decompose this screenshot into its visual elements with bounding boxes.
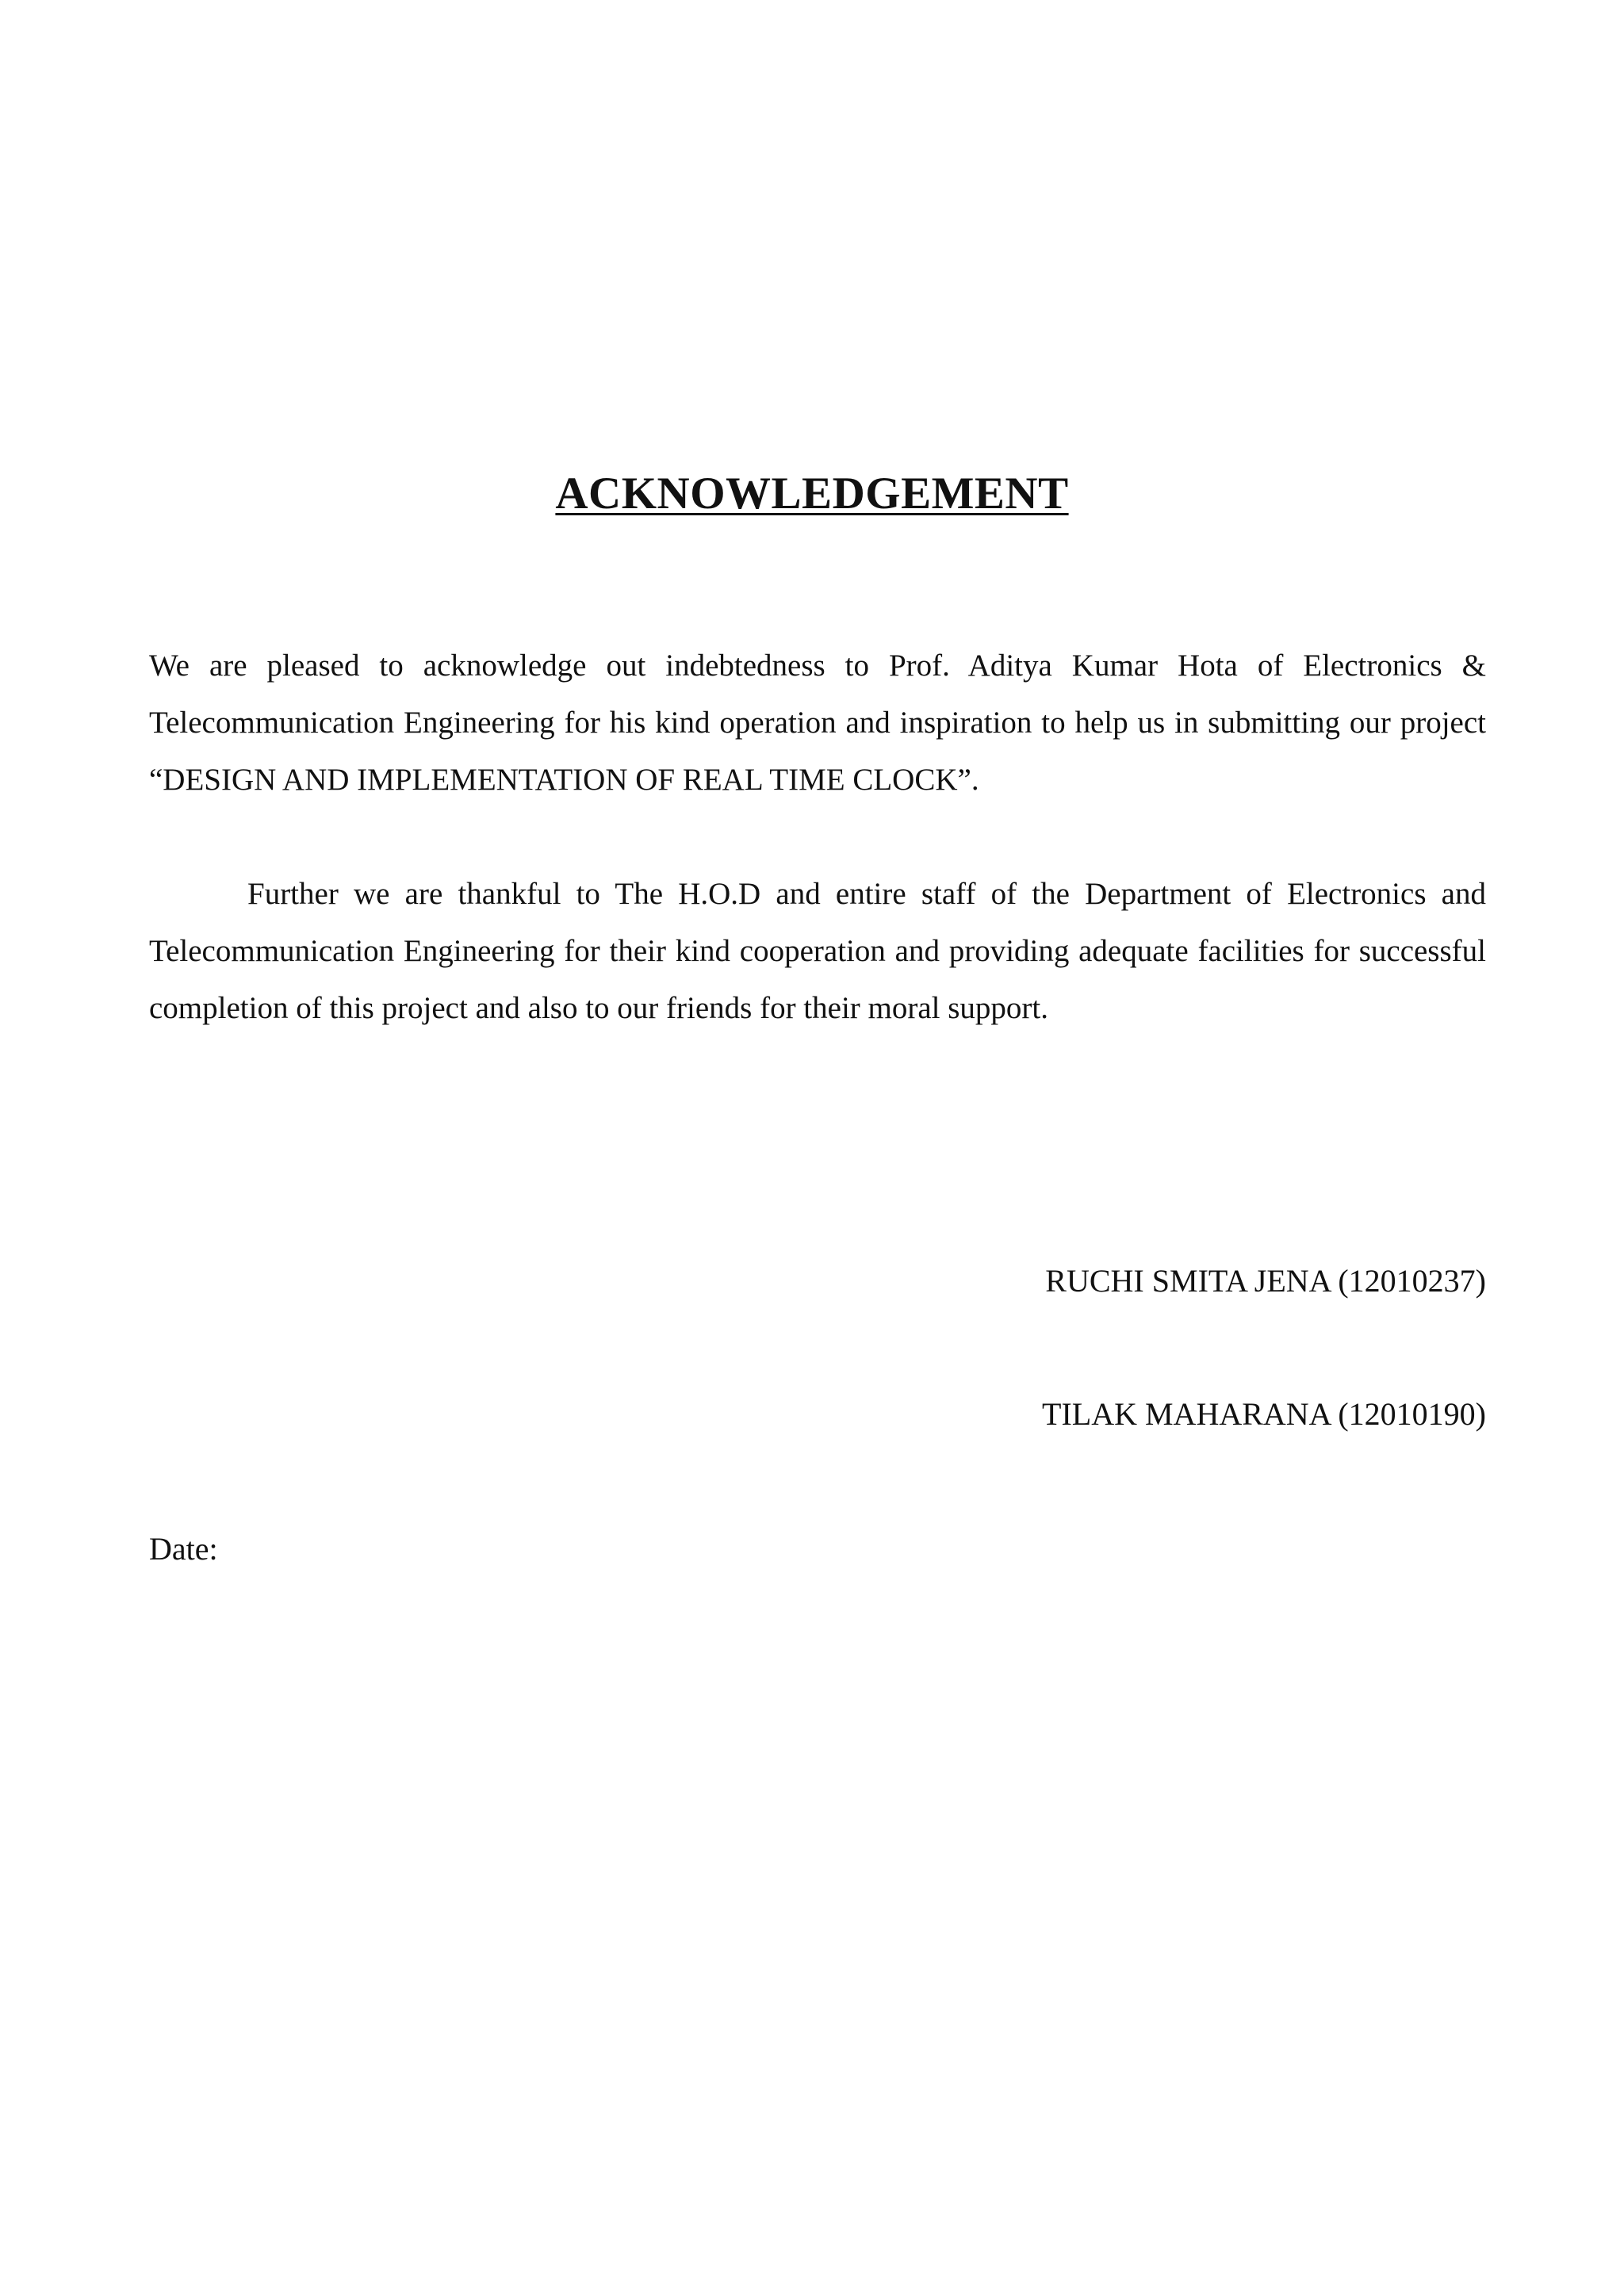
acknowledgement-paragraph-1: We are pleased to acknowledge out indebtedness to Prof. Aditya Kumar Hota of Electronics & Telecommunication Engineering for his kind operation and inspiration to help us in submitting our project “DESIGN AND IMPLEMENTATION OF REAL TIME CLOCK”. — [149, 649, 1486, 797]
page-title: ACKNOWLEDGEMENT — [555, 469, 1069, 519]
signatory-1: RUCHI SMITA JENA (12010237) — [1045, 1263, 1486, 1299]
acknowledgement-paragraph-2: Further we are thankful to The H.O.D and entire staff of the Department of Electronics and Telecommunication Engineering for their kind cooperation and providing adequate facilities for successful completion of this project and also to our friends for their moral support. — [149, 877, 1486, 1025]
date-label: Date: — [149, 1531, 218, 1567]
signatory-2: TILAK MAHARANA (12010190) — [1042, 1396, 1486, 1432]
